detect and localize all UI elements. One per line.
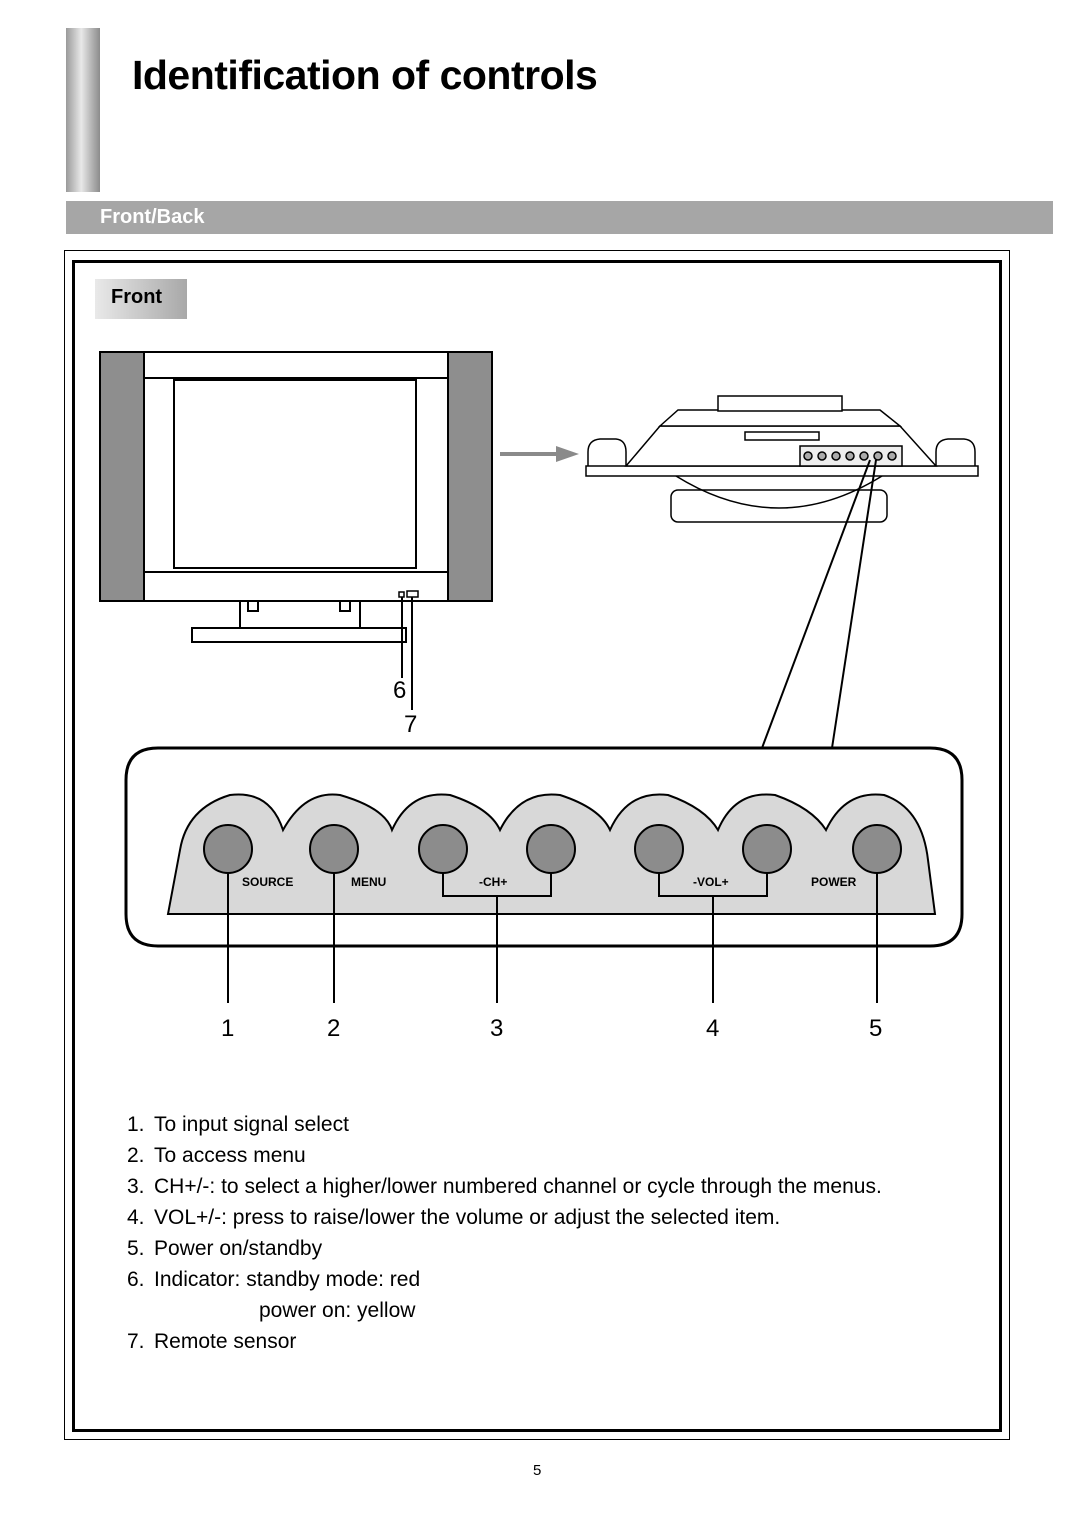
callout-7: 7 <box>404 711 418 738</box>
power-button[interactable] <box>853 825 901 873</box>
channel-down-button[interactable] <box>419 825 467 873</box>
tv-top-view-illustration <box>586 396 978 522</box>
source-button[interactable] <box>204 825 252 873</box>
menu-button[interactable] <box>310 825 358 873</box>
menu-label: MENU <box>351 875 387 889</box>
list-item: 1. To input signal select <box>127 1113 349 1136</box>
callout-4: 4 <box>706 1015 720 1042</box>
channel-up-button[interactable] <box>527 825 575 873</box>
source-label: SOURCE <box>242 875 294 889</box>
indicator-led <box>399 592 404 597</box>
list-item: 2. To access menu <box>127 1144 306 1167</box>
volume-up-button[interactable] <box>743 825 791 873</box>
page-number: 5 <box>533 1462 542 1479</box>
callout-1: 1 <box>221 1015 235 1042</box>
section-title: Front/Back <box>100 206 205 228</box>
ch-label: -CH+ <box>479 875 508 889</box>
page-title: Identification of controls <box>132 52 598 98</box>
tv-front-illustration <box>100 352 492 710</box>
volume-down-button[interactable] <box>635 825 683 873</box>
callout-5: 5 <box>869 1015 883 1042</box>
front-label: Front <box>111 286 163 308</box>
list-item: 3. CH+/-: to select a higher/lower numbered channel or cycle through the menus. <box>127 1175 882 1198</box>
list-item: 7. Remote sensor <box>127 1330 297 1353</box>
callout-3: 3 <box>490 1015 504 1042</box>
arrow-icon <box>500 446 579 462</box>
list-item: 5. Power on/standby <box>127 1237 323 1260</box>
remote-sensor <box>407 591 418 597</box>
callout-2: 2 <box>327 1015 341 1042</box>
description-list <box>127 1109 882 1357</box>
list-item: 4. VOL+/-: press to raise/lower the volume or adjust the selected item. <box>127 1206 781 1229</box>
vol-label: -VOL+ <box>693 875 729 889</box>
power-label: POWER <box>811 875 857 889</box>
list-item: 6. Indicator: standby mode: red <box>127 1268 421 1291</box>
callout-6: 6 <box>393 677 407 704</box>
list-item: power on: yellow <box>259 1299 416 1322</box>
